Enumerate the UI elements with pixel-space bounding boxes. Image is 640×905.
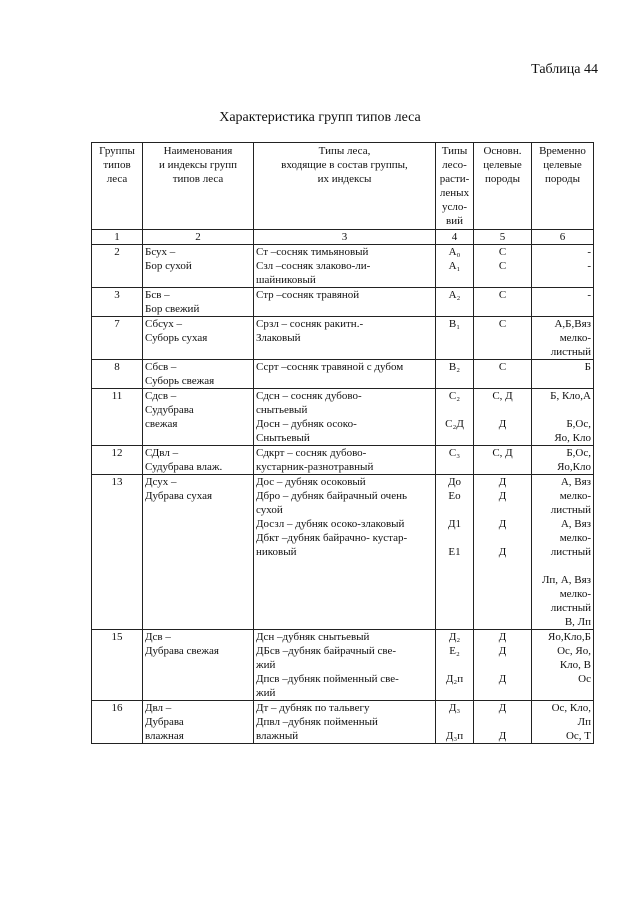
cell-line: Б, Кло,А	[550, 390, 591, 402]
cell-line	[438, 686, 471, 700]
group-number-cell	[92, 288, 143, 317]
group-number-cell	[92, 317, 143, 360]
cell-line	[534, 403, 591, 417]
temp-species-cell	[532, 446, 594, 475]
cell-line: Ос, Яо,	[557, 645, 591, 657]
cell-line: породы	[484, 173, 521, 185]
cell-line: влажный	[256, 730, 299, 742]
cell-line	[476, 531, 529, 545]
cell-line: жий	[256, 659, 276, 671]
cell-line: 3	[114, 289, 120, 301]
group-name-cell	[143, 701, 254, 744]
group-number-cell	[92, 630, 143, 701]
cell-line: С, Д	[492, 390, 513, 402]
cell-line	[476, 658, 529, 672]
cell-line: Дубрава	[145, 716, 184, 728]
cell-line: В₂	[448, 361, 461, 373]
cell-line: Е₂	[449, 645, 460, 657]
cell-line: Ос	[578, 673, 591, 685]
cell-line: Сбсух –	[145, 318, 183, 330]
cell-line: типов леса	[172, 173, 224, 185]
header-temp-species	[532, 143, 594, 230]
cell-line: мелко-	[559, 332, 591, 344]
cell-line: Ссрт –сосняк травяной с дубом	[256, 361, 404, 373]
cell-line: листный	[550, 346, 591, 358]
cell-line: Д	[498, 702, 507, 714]
cell-line: Дпвл –дубняк пойменный	[256, 716, 378, 728]
cell-line: С, Д	[492, 447, 513, 459]
cell-line: 8	[114, 361, 120, 373]
forest-types-cell	[254, 701, 436, 744]
table-row	[92, 317, 594, 360]
cell-line: Двл –	[145, 702, 172, 714]
cell-line: Временно	[539, 145, 586, 157]
cell-line: сухой	[256, 504, 283, 516]
cell-line: типов	[103, 159, 131, 171]
header-group	[92, 143, 143, 230]
temp-species-cell	[532, 245, 594, 288]
conditions-cell	[436, 446, 474, 475]
group-name-cell	[143, 317, 254, 360]
cell-line	[476, 503, 529, 517]
cell-line: Сбсв –	[145, 361, 177, 373]
cell-line: Яо,Кло	[557, 461, 591, 473]
cell-line	[438, 531, 471, 545]
cell-line: Д₃	[448, 702, 461, 714]
cell-line: Дбкт –дубняк байрачно- кустар-	[256, 532, 408, 544]
temp-species-cell	[532, 389, 594, 446]
cell-line: шайниковый	[256, 274, 316, 286]
group-number-cell	[92, 245, 143, 288]
cell-line: и индексы групп	[158, 159, 238, 171]
cell-line: Бсв –	[145, 289, 170, 301]
cell-line: Лп, А, Вяз	[541, 574, 591, 586]
cell-line: 15	[111, 631, 123, 643]
cell-line	[476, 403, 529, 417]
conditions-cell	[436, 360, 474, 389]
forest-types-cell	[254, 630, 436, 701]
table-row	[92, 360, 594, 389]
cell-line: Группы	[99, 145, 135, 157]
cell-line: А₁	[448, 260, 461, 272]
cell-line: лесо-	[442, 159, 467, 171]
cell-line: Судубрава	[145, 404, 194, 416]
cell-line: Стр –сосняк травяной	[256, 289, 360, 301]
header-conditions	[436, 143, 474, 230]
main-species-cell	[474, 475, 532, 630]
cell-line: Дсв –	[145, 631, 171, 643]
conditions-cell	[436, 630, 474, 701]
cell-line: 16	[111, 702, 123, 714]
column-number: 5	[474, 230, 532, 245]
cell-line: Д₂	[448, 631, 461, 643]
cell-line: Е1	[448, 546, 461, 558]
cell-line: расти-	[439, 173, 470, 185]
cell-line: Кло, В	[559, 659, 591, 671]
cell-line: леных	[439, 187, 470, 199]
conditions-cell	[436, 288, 474, 317]
main-species-cell	[474, 360, 532, 389]
cell-line: Д	[498, 645, 507, 657]
cell-line: целевые	[483, 159, 522, 171]
cell-line: листный	[550, 504, 591, 516]
cell-line: влажная	[145, 730, 184, 742]
cell-line: Яо, Кло	[554, 432, 591, 444]
cell-line: С₂	[448, 390, 461, 402]
column-number: 4	[436, 230, 474, 245]
temp-species-cell	[532, 701, 594, 744]
cell-line: Д	[498, 490, 507, 502]
group-name-cell	[143, 630, 254, 701]
cell-line: Злаковый	[256, 332, 301, 344]
cell-line: -	[587, 246, 591, 258]
cell-line: До	[447, 476, 461, 488]
cell-line	[438, 503, 471, 517]
group-number-cell	[92, 475, 143, 630]
temp-species-cell	[532, 317, 594, 360]
cell-line: Дубрава сухая	[145, 490, 213, 502]
cell-line: мелко-	[559, 588, 591, 600]
main-species-cell	[474, 288, 532, 317]
cell-line	[534, 686, 591, 700]
cell-line: С₃	[448, 447, 461, 459]
column-number: 6	[532, 230, 594, 245]
header-types	[254, 143, 436, 230]
cell-line: ДБсв –дубняк байрачный све-	[256, 645, 397, 657]
cell-line	[476, 715, 529, 729]
cell-line: Д	[498, 518, 507, 530]
cell-line: Дт – дубняк по тальвегу	[256, 702, 370, 714]
cell-line: Дос – дубняк осоковый	[256, 476, 366, 488]
cell-line	[438, 715, 471, 729]
cell-line: листный	[550, 602, 591, 614]
cell-line: Судубрава влаж.	[145, 461, 223, 473]
cell-line: 13	[111, 476, 123, 488]
group-name-cell	[143, 360, 254, 389]
cell-line: Дсух –	[145, 476, 177, 488]
cell-line: Срзл – сосняк ракитн.-	[256, 318, 364, 330]
cell-line: Сзл –сосняк злаково-ли-	[256, 260, 371, 272]
column-number: 2	[143, 230, 254, 245]
cell-line: 7	[114, 318, 120, 330]
cell-line: Ео	[448, 490, 461, 502]
cell-line: Д₂п	[445, 673, 464, 685]
main-species-cell	[474, 701, 532, 744]
cell-line	[438, 431, 471, 445]
main-species-cell	[474, 245, 532, 288]
cell-line: С	[498, 260, 507, 272]
cell-line: свежая	[145, 418, 178, 430]
cell-line: Типы	[441, 145, 468, 157]
cell-line: Бор сухой	[145, 260, 192, 272]
forest-types-cell	[254, 317, 436, 360]
cell-line: Снытьевый	[256, 432, 310, 444]
table-body	[92, 245, 594, 744]
cell-line: Бор свежий	[145, 303, 200, 315]
cell-line: В, Лп	[564, 616, 591, 628]
cell-line: Досзл – дубняк осоко-злаковый	[256, 518, 405, 530]
cell-line: Дубрава свежая	[145, 645, 219, 657]
cell-line: никовый	[256, 546, 297, 558]
forest-types-cell	[254, 475, 436, 630]
cell-line: Д	[498, 476, 507, 488]
cell-line: Суборь сухая	[145, 332, 208, 344]
cell-line: 11	[111, 390, 123, 402]
temp-species-cell	[532, 475, 594, 630]
cell-line: кустарник-разнотравный	[256, 461, 374, 473]
group-name-cell	[143, 475, 254, 630]
conditions-cell	[436, 475, 474, 630]
header-name	[143, 143, 254, 230]
cell-line: А, Вяз	[560, 518, 591, 530]
group-number-cell	[92, 446, 143, 475]
cell-line: Досн – дубняк осоко-	[256, 418, 357, 430]
cell-line: входящие в состав группы,	[281, 159, 408, 171]
header-main-species	[474, 143, 532, 230]
group-number-cell	[92, 360, 143, 389]
cell-line: Лп	[577, 716, 591, 728]
cell-line: Бсух –	[145, 246, 176, 258]
table-row	[92, 389, 594, 446]
forest-types-table	[91, 142, 594, 744]
cell-line: их индексы	[317, 173, 372, 185]
main-species-cell	[474, 446, 532, 475]
table-row	[92, 630, 594, 701]
cell-line	[438, 403, 471, 417]
column-number: 3	[254, 230, 436, 245]
cell-line: А₀	[448, 246, 461, 258]
cell-line: СДвл –	[145, 447, 179, 459]
table-row	[92, 701, 594, 744]
cell-line: Д1	[447, 518, 461, 530]
temp-species-cell	[532, 288, 594, 317]
cell-line: Наименования	[163, 145, 233, 157]
cell-line: леса	[106, 173, 128, 185]
table-label: Таблица 44	[531, 62, 598, 77]
column-number-row	[92, 230, 594, 245]
conditions-cell	[436, 245, 474, 288]
conditions-cell	[436, 701, 474, 744]
table-title: Характеристика групп типов леса	[219, 110, 421, 125]
group-name-cell	[143, 288, 254, 317]
cell-line: Ос, Т	[565, 730, 591, 742]
cell-line: -	[587, 289, 591, 301]
cell-line: Дбро – дубняк байрачный очень	[256, 490, 407, 502]
header-row	[92, 143, 594, 230]
cell-line: Сдсн – сосняк дубово-	[256, 390, 362, 402]
temp-species-cell	[532, 630, 594, 701]
group-name-cell	[143, 389, 254, 446]
table-row	[92, 446, 594, 475]
cell-line: Яо,Кло,Б	[548, 631, 591, 643]
cell-line: снытьевый	[256, 404, 308, 416]
main-species-cell	[474, 317, 532, 360]
cell-line	[476, 686, 529, 700]
cell-line: Б,Ос,	[566, 418, 591, 430]
temp-species-cell	[532, 360, 594, 389]
cell-line: -	[587, 260, 591, 272]
cell-line: Суборь свежая	[145, 375, 215, 387]
cell-line: А₂	[448, 289, 461, 301]
cell-line: Д₃п	[445, 730, 464, 742]
cell-line: Д	[498, 730, 507, 742]
main-species-cell	[474, 630, 532, 701]
group-name-cell	[143, 245, 254, 288]
cell-line: целевые	[543, 159, 582, 171]
cell-line: Д	[498, 418, 507, 430]
cell-line: С	[498, 318, 507, 330]
cell-line: А,Б,Вяз	[554, 318, 591, 330]
table-row	[92, 245, 594, 288]
cell-line: С₂Д	[445, 418, 464, 430]
conditions-cell	[436, 389, 474, 446]
cell-line: В₁	[448, 318, 461, 330]
cell-line: С	[498, 289, 507, 301]
cell-line: Сдсв –	[145, 390, 177, 402]
forest-types-cell	[254, 389, 436, 446]
cell-line	[438, 658, 471, 672]
column-number: 1	[92, 230, 143, 245]
cell-line: усло-	[441, 201, 468, 213]
forest-types-cell	[254, 360, 436, 389]
cell-line: Ос, Кло,	[551, 702, 591, 714]
cell-line: мелко-	[559, 490, 591, 502]
cell-line	[476, 431, 529, 445]
cell-line: жий	[256, 687, 276, 699]
cell-line: мелко-	[559, 532, 591, 544]
cell-line: Б	[584, 361, 591, 373]
group-number-cell	[92, 389, 143, 446]
cell-line: Дсн –дубняк снытьевый	[256, 631, 370, 643]
cell-line: Б,Ос,	[566, 447, 591, 459]
cell-line: 12	[111, 447, 123, 459]
cell-line: Д	[498, 546, 507, 558]
group-name-cell	[143, 446, 254, 475]
cell-line: Ст –сосняк тимьяновый	[256, 246, 369, 258]
cell-line: Д	[498, 673, 507, 685]
cell-line: Сдкрт – сосняк дубово-	[256, 447, 367, 459]
conditions-cell	[436, 317, 474, 360]
cell-line: С	[498, 246, 507, 258]
cell-line: Дпсв –дубняк пойменный све-	[256, 673, 399, 685]
forest-types-cell	[254, 288, 436, 317]
forest-types-cell	[254, 446, 436, 475]
table-row	[92, 475, 594, 630]
main-species-cell	[474, 389, 532, 446]
cell-line	[534, 559, 591, 573]
cell-line: А, Вяз	[560, 476, 591, 488]
cell-line: Основн.	[483, 145, 522, 157]
cell-line: породы	[544, 173, 581, 185]
cell-line: вий	[446, 215, 463, 227]
cell-line: Д	[498, 631, 507, 643]
cell-line: 2	[114, 246, 120, 258]
table-row	[92, 288, 594, 317]
cell-line: Типы леса,	[318, 145, 371, 157]
cell-line: листный	[550, 546, 591, 558]
cell-line: С	[498, 361, 507, 373]
forest-types-cell	[254, 245, 436, 288]
group-number-cell	[92, 701, 143, 744]
